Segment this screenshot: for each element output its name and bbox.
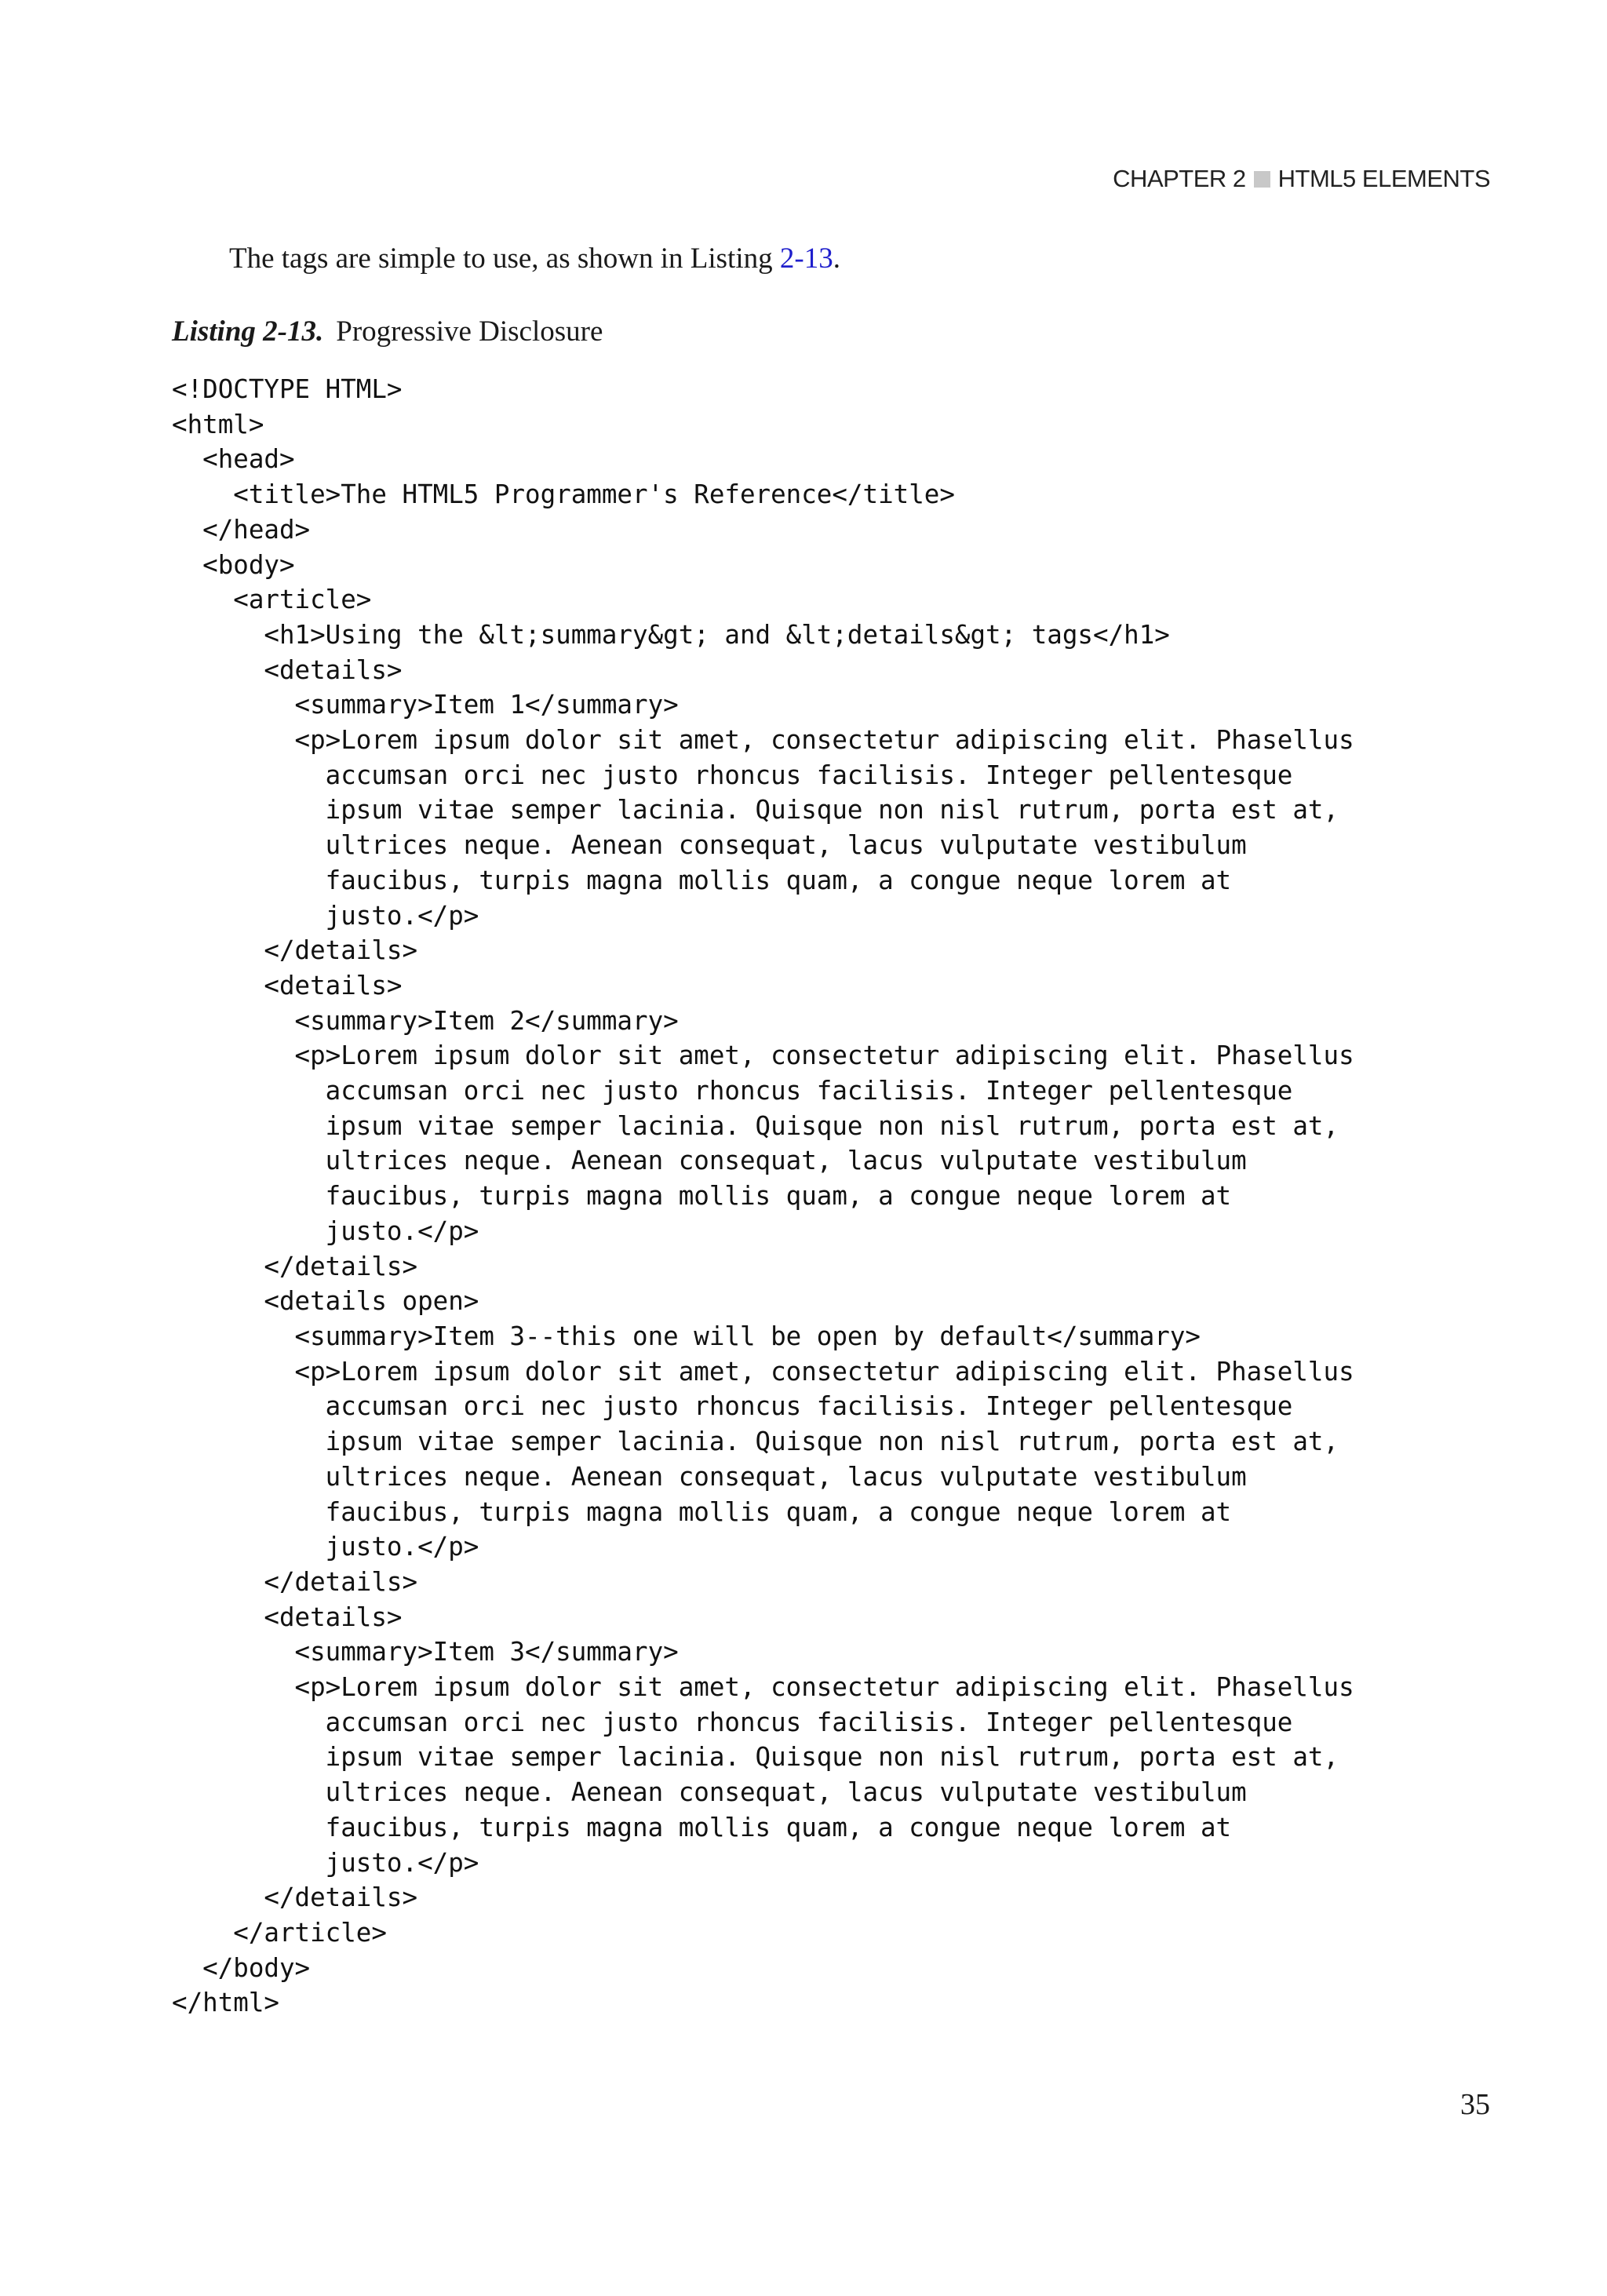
code-line: <p>Lorem ipsum dolor sit amet, consectetur adipiscing elit. Phasellus [172,1672,1354,1703]
code-line: <summary>Item 2</summary> [172,1005,679,1036]
code-line: accumsan orci nec justo rhoncus facilisis. Integer pellentesque [172,1707,1293,1737]
code-line: </details> [172,1566,418,1597]
code-line: </article> [172,1917,387,1948]
code-line: ultrices neque. Aenean consequat, lacus vulputate vestibulum [172,1146,1247,1176]
intro-text: The tags are simple to use, as shown in Listing [229,242,780,275]
code-line: </details> [172,1251,418,1281]
listing-caption [172,315,603,348]
code-line: <details open> [172,1286,479,1317]
code-line: <h1>Using the &lt;summary&gt; and &lt;details&gt; tags</h1> [172,619,1170,650]
section-label: HTML5 ELEMENTS [1277,165,1490,192]
listing-reference-link[interactable]: 2-13 [779,242,833,275]
code-line: <p>Lorem ipsum dolor sit amet, consectetur adipiscing elit. Phasellus [172,1040,1354,1071]
code-line: accumsan orci nec justo rhoncus facilisis. Integer pellentesque [172,760,1293,790]
code-line: ipsum vitae semper lacinia. Quisque non nisl rutrum, porta est at, [172,1110,1339,1141]
code-line: ipsum vitae semper lacinia. Quisque non nisl rutrum, porta est at, [172,1427,1339,1457]
code-line: faucibus, turpis magna mollis quam, a congue neque lorem at [172,1496,1232,1527]
chapter-label: CHAPTER 2 [1113,165,1246,192]
code-line: <summary>Item 3</summary> [172,1637,679,1667]
code-line: </html> [172,1988,279,2018]
code-line: <title>The HTML5 Programmer's Reference</title> [172,479,955,510]
code-line: justo.</p> [172,1215,479,1246]
code-line: </details> [172,935,418,966]
code-line: faucibus, turpis magna mollis quam, a congue neque lorem at [172,1181,1232,1212]
code-line: <details> [172,654,403,685]
code-line: </details> [172,1882,418,1913]
code-line: justo.</p> [172,900,479,931]
code-line: ultrices neque. Aenean consequat, lacus vulputate vestibulum [172,1777,1247,1808]
code-line: ipsum vitae semper lacinia. Quisque non nisl rutrum, porta est at, [172,795,1339,825]
page-number: 35 [1460,2088,1490,2121]
code-listing [172,372,1354,2021]
intro-text-end: . [833,242,840,275]
code-line: <head> [172,444,295,475]
code-line: <details> [172,1602,403,1632]
code-line: <p>Lorem ipsum dolor sit amet, consectetur adipiscing elit. Phasellus [172,725,1354,756]
code-line: ultrices neque. Aenean consequat, lacus vulputate vestibulum [172,830,1247,861]
separator-square-icon [1254,171,1270,188]
code-line: <!DOCTYPE HTML> [172,374,403,404]
listing-title: Progressive Disclosure [336,315,603,348]
code-line: <body> [172,549,295,580]
listing-label: Listing 2-13. [172,315,324,348]
code-line: ipsum vitae semper lacinia. Quisque non nisl rutrum, porta est at, [172,1742,1339,1773]
running-head [1113,165,1490,193]
code-line: </body> [172,1952,311,1983]
code-line: faucibus, turpis magna mollis quam, a congue neque lorem at [172,865,1232,895]
code-line: <summary>Item 3--this one will be open by default</summary> [172,1321,1201,1351]
code-line: <article> [172,585,372,615]
code-line: accumsan orci nec justo rhoncus facilisis. Integer pellentesque [172,1076,1293,1106]
code-line: </head> [172,514,311,545]
code-line: ultrices neque. Aenean consequat, lacus vulputate vestibulum [172,1461,1247,1492]
code-line: accumsan orci nec justo rhoncus facilisis. Integer pellentesque [172,1391,1293,1422]
code-line: <details> [172,970,403,1000]
intro-paragraph [229,242,840,275]
code-line: justo.</p> [172,1532,479,1562]
code-line: <p>Lorem ipsum dolor sit amet, consectetur adipiscing elit. Phasellus [172,1356,1354,1387]
code-line: <summary>Item 1</summary> [172,690,679,720]
code-line: justo.</p> [172,1847,479,1878]
code-line: <html> [172,409,264,439]
code-line: faucibus, turpis magna mollis quam, a congue neque lorem at [172,1812,1232,1842]
